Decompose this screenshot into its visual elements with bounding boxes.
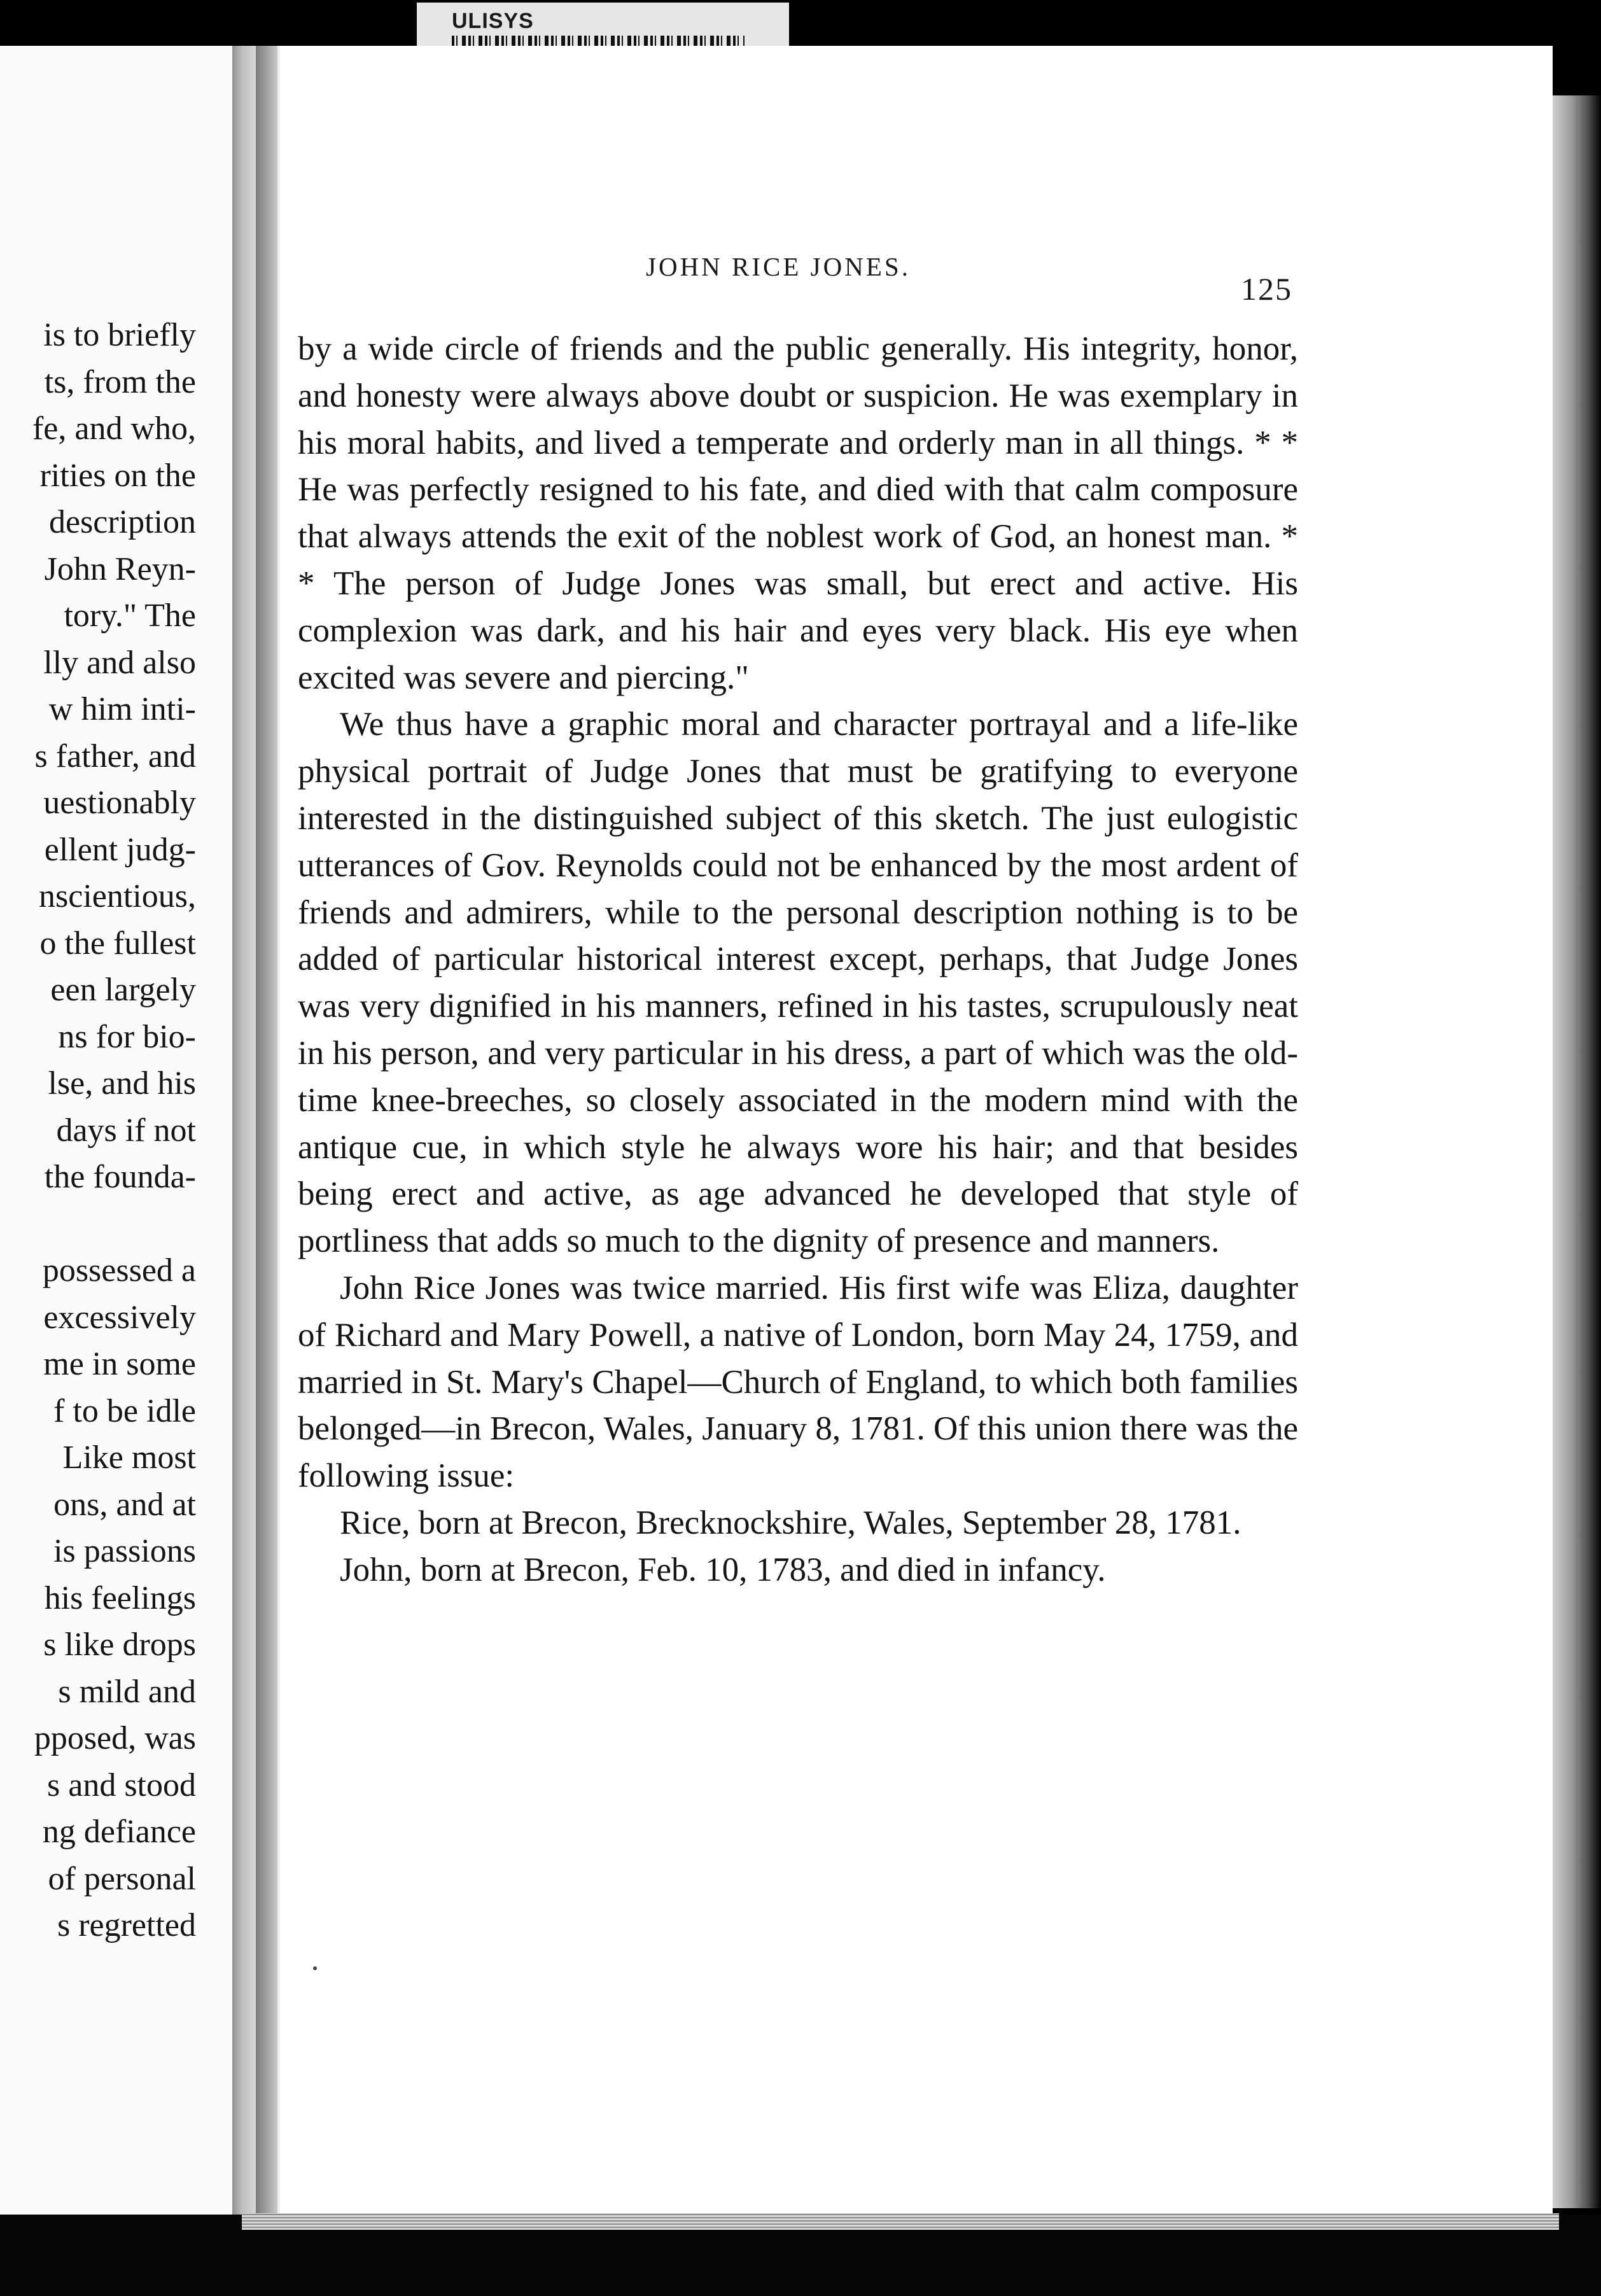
gutter-shadow — [256, 46, 277, 2235]
paragraph: by a wide circle of friends and the public generally. His integrity, honor, and honesty were always above doubt or suspicion. He was exemplary in his moral habits, and lived a temperate and orderly man in all things. * * He was perfectly resigned to his fate, and died with that calm composure that always attends the exit of the noblest work of God, an honest man. * * The person of Judge Jones was small, but erect and active. His complexion was dark, and his hair and eyes very black. His eye when excited was severe and piercing." — [298, 330, 1298, 696]
facing-page — [0, 46, 241, 2215]
barcode — [452, 36, 745, 46]
page-edge-shadow — [1553, 95, 1601, 2208]
facing-page-line: is passions — [53, 1533, 196, 1569]
facing-page-line: o the fullest — [39, 925, 196, 962]
paragraph: John, born at Brecon, Feb. 10, 1783, and died in infancy. — [340, 1551, 1106, 1588]
facing-page-line: fe, and who, — [32, 410, 196, 447]
facing-page-line: s and stood — [47, 1767, 196, 1803]
facing-page-line: lly and also — [43, 644, 196, 681]
scanner-top-border — [0, 0, 1601, 51]
running-title: JOHN RICE JONES. — [646, 252, 911, 281]
page-body — [298, 326, 1298, 1594]
facing-page-line: the founda- — [44, 1159, 196, 1195]
facing-page-line — [32, 1201, 196, 1248]
facing-page-line: Like most — [62, 1439, 196, 1476]
page-number: 125 — [1241, 271, 1292, 307]
facing-page-line: ellent judg- — [44, 831, 196, 868]
scan-label-text: ULISYS — [452, 9, 534, 33]
facing-page-line: ng defiance — [42, 1814, 196, 1850]
facing-page-line: tory." The — [64, 598, 196, 634]
paragraph: We thus have a graphic moral and character portrayal and a life-like physical portrait of Judge Jones that must be gratifying to everyone interested in the distinguished subject of this sketch. The just eulogistic utterances of Gov. Reynolds could not be enhanced by the most ardent of friends and admirers, while to the personal description nothing is to be added of particular historical interest except, perhaps, that Judge Jones was very dignified in his manners, refined in his tastes, scrupulously neat in his person, and very particular in his dress, a part of which was the old-time knee-breeches, so closely associated in the modern mind with the antique cue, in which style he always wore his hair; and that besides being erect and active, as age advanced he developed that style of portliness that adds so much to the dignity of presence and manners. — [298, 706, 1298, 1260]
facing-page-line: ns for bio- — [58, 1018, 196, 1055]
facing-page-line: ts, from the — [44, 363, 196, 400]
facing-page-line: een largely — [50, 972, 196, 1008]
facing-page-line: of personal — [48, 1860, 196, 1897]
facing-page-line: lse, and his — [48, 1065, 196, 1102]
facing-page-line: John Reyn- — [44, 550, 196, 587]
facing-page-line: days if not — [56, 1112, 196, 1149]
facing-page-line: is to briefly — [43, 317, 196, 353]
page-stack-edge — [242, 2213, 1559, 2230]
facing-page-line: possessed a — [42, 1252, 196, 1289]
facing-page-line: description — [48, 504, 196, 540]
facing-page-line: f to be idle — [53, 1392, 196, 1429]
paragraph: Rice, born at Brecon, Brecknockshire, Wales, September 28, 1781. — [340, 1504, 1241, 1541]
paragraph: John Rice Jones was twice married. His first wife was Eliza, daughter of Richard and Mary Powell, a native of London, born May 24, 1759, and married in St. Mary's Chapel—Church of England, to which both families belonged—in Brecon, Wales, January 8, 1781. Of this union there was the following issue: — [298, 1269, 1298, 1495]
facing-page-line: ons, and at — [53, 1486, 196, 1523]
facing-page-line: w him inti- — [48, 691, 196, 727]
facing-page-line: pposed, was — [34, 1720, 196, 1756]
facing-page-line: uestionably — [43, 785, 196, 821]
facing-page-line: rities on the — [39, 457, 196, 494]
facing-page-line: nscientious, — [39, 878, 196, 914]
facing-page-text — [32, 312, 196, 1949]
facing-page-line: s like drops — [43, 1627, 196, 1663]
facing-page-line: me in some — [43, 1346, 196, 1382]
facing-page-line: excessively — [43, 1299, 196, 1336]
facing-page-line: his feelings — [44, 1579, 196, 1616]
ink-speck — [313, 1966, 317, 1970]
facing-page-line: s regretted — [57, 1907, 196, 1943]
facing-page-line: s mild and — [58, 1673, 196, 1710]
facing-page-line: s father, and — [34, 738, 196, 774]
